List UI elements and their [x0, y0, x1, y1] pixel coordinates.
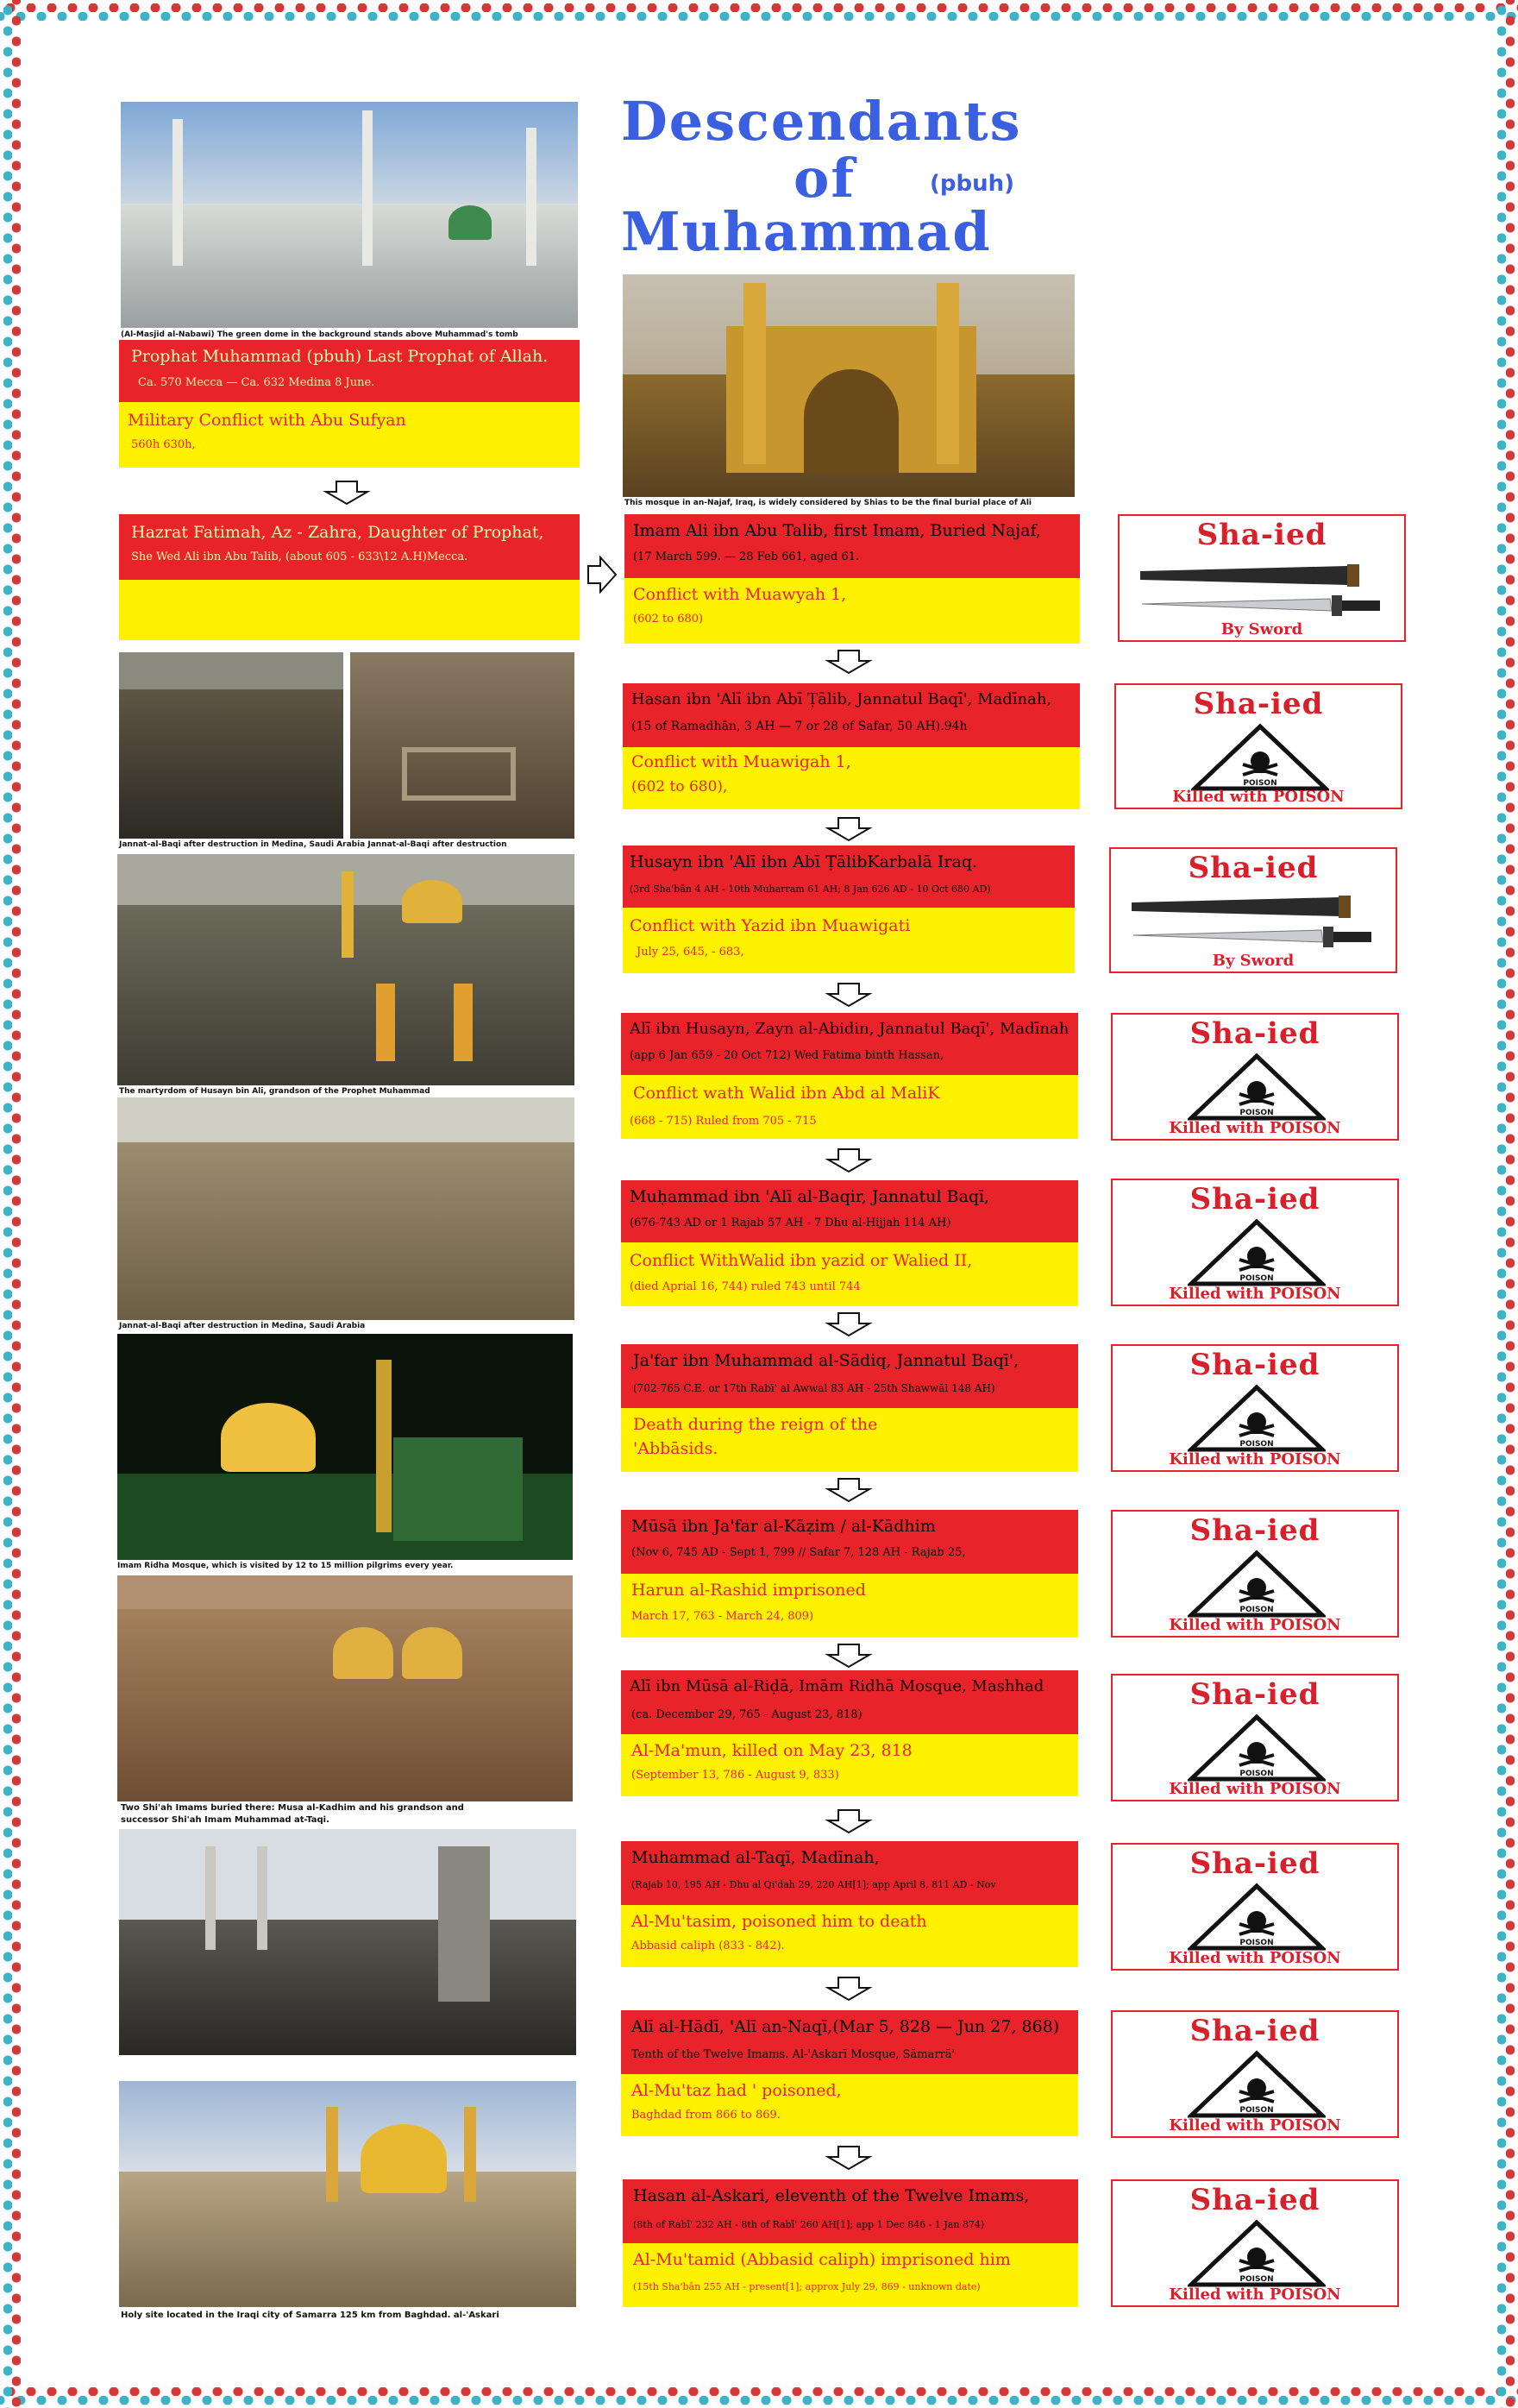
poison-skull-icon — [1188, 2050, 1326, 2119]
badge-poison — [1114, 683, 1402, 809]
photo-caption: The martyrdom of Husayn bin Ali, grandson of the Prophet Muhammad — [119, 1087, 430, 1096]
card-red-line-2: She Wed Ali ibn Abu Talib, (about 605 - 633\12 A.H)Mecca. — [131, 550, 468, 563]
poison-label: POISON — [1239, 2275, 1274, 2284]
card-yellow-line-1: Harun al-Rashid imprisoned — [631, 1581, 866, 1600]
pbuh-label: (pbuh) — [930, 171, 1015, 197]
photo-caption: successor Shi'ah Imam Muhammad at-Taqi. — [121, 1815, 329, 1825]
badge-title: Sha-ied — [1189, 2014, 1320, 2048]
card-rida — [621, 1670, 1078, 1796]
badge-poison — [1111, 1674, 1399, 1801]
arrow-down-icon — [823, 1477, 875, 1503]
card-yellow-line-2: July 25, 645, - 683, — [637, 946, 744, 959]
card-yellow-line-1: Al-Mu'taz had ' poisoned, — [631, 2081, 842, 2100]
card-kadhim — [621, 1510, 1078, 1638]
poison-label: POISON — [1239, 1440, 1274, 1449]
badge-title: Sha-ied — [1196, 518, 1327, 552]
card-red-line-2: (app 6 Jan 659 - 20 Oct 712) Wed Fatima binth Hassan, — [630, 1049, 944, 1062]
card-imam-ali — [624, 514, 1080, 644]
card-red-line-2: (Rajab 10, 195 AH - Dhu al Qi'dah 29, 220 AH[1]; app April 8, 811 AD - Nov — [631, 1879, 996, 1890]
sword-icon — [1123, 890, 1382, 951]
card-yellow-line-1: Military Conflict with Abu Sufyan — [128, 411, 406, 430]
photo-caption: Imam Ridha Mosque, which is visited by 12 to 15 million pilgrims every year. — [117, 1562, 454, 1570]
arrow-down-icon — [823, 2145, 875, 2171]
badge-title: Sha-ied — [1189, 1348, 1320, 1382]
card-red-line-1: Imam Ali ibn Abu Talib, first Imam, Buried Najaf, — [633, 521, 1041, 540]
photo-caption: Jannat-al-Baqi after destruction in Medina, Saudi Arabia — [119, 1322, 366, 1330]
card-red-line-1: Hasan al-Askari, eleventh of the Twelve Imams, — [633, 2186, 1030, 2205]
card-yellow-line-2: Abbasid caliph (833 - 842). — [631, 1940, 785, 1952]
card-husayn — [623, 846, 1075, 973]
card-red-line-2: (8th of Rabī' 232 AH - 8th of Rabī' 260 AH[1]; app 1 Dec 846 - 1 Jan 874) — [633, 2219, 985, 2230]
card-yellow-line-2: (15th Sha'bān 255 AH - present[1]; approx July 29, 869 - unknown date) — [633, 2281, 981, 2292]
card-yellow-line-1: Death during the reign of the — [633, 1415, 878, 1434]
arrow-down-icon — [823, 982, 875, 1008]
badge-poison — [1111, 2010, 1399, 2138]
badge-caption: Killed with POISON — [1172, 788, 1345, 806]
photo-imam-ridha-mosque — [117, 1334, 573, 1560]
photo-kadhimiya — [117, 1575, 573, 1801]
badge-poison — [1111, 1843, 1399, 1971]
card-fatimah — [119, 514, 580, 640]
card-sadiq — [621, 1344, 1078, 1472]
badge-caption: Killed with POISON — [1169, 2285, 1341, 2304]
card-yellow-line-1: Conflict wath Walid ibn Abd al MaliK — [633, 1084, 940, 1103]
badge-caption: Killed with POISON — [1169, 1450, 1341, 1468]
arrow-down-icon — [321, 480, 373, 506]
badge-title: Sha-ied — [1189, 1513, 1320, 1548]
arrow-down-icon — [823, 1147, 875, 1173]
title-line-1: Descendants — [621, 90, 1022, 153]
card-yellow-line-1: Conflict with Yazid ibn Muawigati — [630, 916, 911, 935]
card-red-line-1: Alī al-Hādī, 'Alī an-Naqī,(Mar 5, 828 — Jun 27, 868) — [631, 2017, 1060, 2036]
photo-masjid-nabawi — [121, 102, 578, 328]
card-yellow-line-2: (668 - 715) Ruled from 705 - 715 — [630, 1115, 817, 1128]
arrow-down-icon — [823, 1311, 875, 1337]
card-yellow-line-2: (602 to 680) — [633, 613, 704, 626]
card-askari — [623, 2179, 1078, 2307]
poison-label: POISON — [1243, 779, 1277, 788]
poison-label: POISON — [1239, 1274, 1274, 1283]
badge-title: Sha-ied — [1193, 687, 1324, 721]
badge-title: Sha-ied — [1189, 1016, 1320, 1051]
card-hasan — [623, 683, 1080, 809]
card-red-line-1: Muhammad al-Taqī, Madīnah, — [631, 1848, 880, 1867]
arrow-right-icon — [586, 556, 618, 594]
card-red-line-2: (676-743 AD or 1 Rajab 57 AH - 7 Dhu al-Hijjah 114 AH) — [630, 1217, 951, 1229]
card-yellow-line-1: Conflict WithWalid ibn yazid or Walied II, — [630, 1251, 973, 1270]
card-red-line-2: (Nov 6, 745 AD - Sept 1, 799 // Safar 7, 128 AH - Rajab 25, — [631, 1546, 966, 1559]
poison-skull-icon — [1191, 723, 1329, 792]
card-red-line-1: Alī ibn Mūsā al-Riḍā, Imām Ridhā Mosque, Mashhad — [630, 1677, 1044, 1695]
title-line-3: Muhammad — [621, 200, 992, 263]
badge-caption: Killed with POISON — [1169, 1949, 1341, 1967]
badge-sword — [1118, 514, 1406, 642]
photo-caption: (Al-Masjid al-Nabawi) The green dome in the background stands above Muhammad's tomb — [121, 330, 518, 339]
poison-label: POISON — [1239, 1770, 1274, 1778]
card-yellow-line-2: 560h 630h, — [131, 438, 196, 451]
badge-title: Sha-ied — [1189, 1846, 1320, 1881]
card-red-line-2: (ca. December 29, 765 - August 23, 818) — [631, 1708, 862, 1721]
title-line-2: of — [794, 147, 856, 210]
badge-title: Sha-ied — [1189, 2183, 1320, 2217]
card-red-line-1: Ja'far ibn Muhammad al-Sādiq, Jannatul Baqī', — [633, 1351, 1019, 1370]
photo-baqi-3 — [117, 1097, 574, 1320]
card-red-line-2: (17 March 599. — 28 Feb 661, aged 61. — [633, 550, 860, 563]
poison-skull-icon — [1188, 1883, 1326, 1952]
card-red-line-1: Hasan ibn 'Alī ibn Abī Ṭālib, Jannatul Baqī', Madīnah, — [631, 690, 1052, 708]
card-red-line-2: (3rd Sha'bān 4 AH - 10th Muharram 61 AH; 8 Jan 626 AD - 10 Oct 680 AD) — [630, 883, 991, 895]
poison-label: POISON — [1239, 1606, 1274, 1614]
card-zayn — [621, 1013, 1078, 1139]
sword-icon — [1132, 559, 1390, 619]
badge-sword — [1109, 847, 1397, 973]
badge-poison — [1111, 1179, 1399, 1306]
card-yellow-line-1: Conflict with Muawyah 1, — [633, 585, 847, 604]
card-yellow-line-2: 'Abbāsids. — [633, 1439, 718, 1458]
card-yellow-line-1: Conflict with Muawigah 1, — [631, 752, 851, 771]
arrow-down-icon — [823, 1808, 875, 1834]
photo-caption: Holy site located in the Iraqi city of Samarra 125 km from Baghdad. al-'Askari — [121, 2311, 499, 2320]
poison-label: POISON — [1239, 2106, 1274, 2115]
badge-title: Sha-ied — [1189, 1182, 1320, 1217]
badge-caption: Killed with POISON — [1169, 2116, 1341, 2135]
card-taqi — [621, 1841, 1078, 1967]
badge-poison — [1111, 1013, 1399, 1141]
badge-caption: Killed with POISON — [1169, 1285, 1341, 1303]
card-red-line-1: Mūsā ibn Ja'far al-Kāẓim / al-Kādhim — [631, 1517, 936, 1536]
badge-caption: Killed with POISON — [1169, 1780, 1341, 1798]
card-red-line-2: (702-765 C.E. or 17th Rabī' al Awwal 83 AH - 25th Shawwāl 148 AH) — [633, 1382, 995, 1394]
badge-poison — [1111, 1344, 1399, 1472]
card-yellow-line-1: Al-Mu'tasim, poisoned him to death — [631, 1912, 927, 1931]
card-red-line-2: (15 of Ramadhān, 3 AH — 7 or 28 of Safar, 50 AH).94h — [631, 720, 968, 733]
card-yellow-line-2: (died Aprial 16, 744) ruled 743 until 744 — [630, 1280, 861, 1293]
photo-samarra-shrine — [119, 2081, 576, 2307]
poison-label: POISON — [1239, 1109, 1274, 1117]
card-red-line-1: Alī ibn Husayn, Zayn al-Abidin, Jannatul Baqī', Madīnah — [630, 1020, 1070, 1038]
photo-karbala — [117, 854, 574, 1085]
card-baqir — [621, 1180, 1078, 1306]
card-yellow-line-2: Baghdad from 866 to 869. — [631, 2109, 781, 2122]
card-red-line-2: Tenth of the Twelve Imams. Al-'Askarī Mosque, Sāmarrā' — [631, 2048, 956, 2061]
arrow-down-icon — [823, 1643, 875, 1669]
photo-baqi-2 — [350, 652, 574, 839]
card-hadi — [621, 2010, 1078, 2136]
card-yellow-line-1: Al-Ma'mun, killed on May 23, 818 — [631, 1741, 913, 1760]
photo-samarra-crowd — [119, 1829, 576, 2055]
poison-skull-icon — [1188, 1384, 1326, 1453]
badge-title: Sha-ied — [1189, 1677, 1320, 1712]
photo-najaf-mosque — [623, 274, 1075, 497]
card-red-line-1: Prophat Muhammad (pbuh) Last Prophat of Allah. — [131, 347, 549, 366]
card-red-line-2: Ca. 570 Mecca — Ca. 632 Medina 8 June. — [138, 376, 375, 389]
card-prophet — [119, 340, 580, 468]
badge-poison — [1111, 2179, 1399, 2307]
poison-skull-icon — [1188, 1053, 1326, 1122]
card-red-line-1: Husayn ibn 'Alī ibn Abī ṬālibKarbalā Iraq. — [630, 852, 978, 871]
badge-caption: Killed with POISON — [1169, 1616, 1341, 1634]
badge-caption: Killed with POISON — [1169, 1119, 1341, 1137]
card-yellow-line-2: (602 to 680), — [631, 778, 728, 795]
card-red-line-1: Muḥammad ibn 'Alī al-Baqir, Jannatul Baqī, — [630, 1187, 990, 1206]
arrow-down-icon — [823, 1976, 875, 2002]
poison-skull-icon — [1188, 1550, 1326, 1619]
card-yellow-line-2: March 17, 763 - March 24, 809) — [631, 1610, 814, 1623]
poison-skull-icon — [1188, 2219, 1326, 2288]
poison-skull-icon — [1188, 1218, 1326, 1287]
badge-title: Sha-ied — [1188, 851, 1319, 885]
poison-label: POISON — [1239, 1939, 1274, 1947]
photo-caption: Jannat-al-Baqi after destruction in Medina, Saudi Arabia Jannat-al-Baqi after destruction — [119, 840, 507, 849]
badge-caption: By Sword — [1212, 952, 1295, 970]
card-red-line-1: Hazrat Fatimah, Az - Zahra, Daughter of Prophat, — [131, 523, 544, 542]
badge-poison — [1111, 1510, 1399, 1638]
poison-skull-icon — [1188, 1713, 1326, 1782]
photo-caption: Two Shi'ah Imams buried there: Musa al-Kadhim and his grandson and — [121, 1803, 464, 1813]
card-yellow-line-2: (September 13, 786 - August 9, 833) — [631, 1769, 839, 1782]
arrow-down-icon — [823, 649, 875, 675]
photo-caption: This mosque in an-Najaf, Iraq, is widely considered by Shias to be the final burial place of Ali — [624, 499, 1032, 507]
arrow-down-icon — [823, 816, 875, 842]
badge-caption: By Sword — [1220, 620, 1303, 638]
card-yellow-line-1: Al-Mu'tamid (Abbasid caliph) imprisoned him — [633, 2250, 1011, 2269]
photo-baqi-1 — [119, 652, 343, 839]
